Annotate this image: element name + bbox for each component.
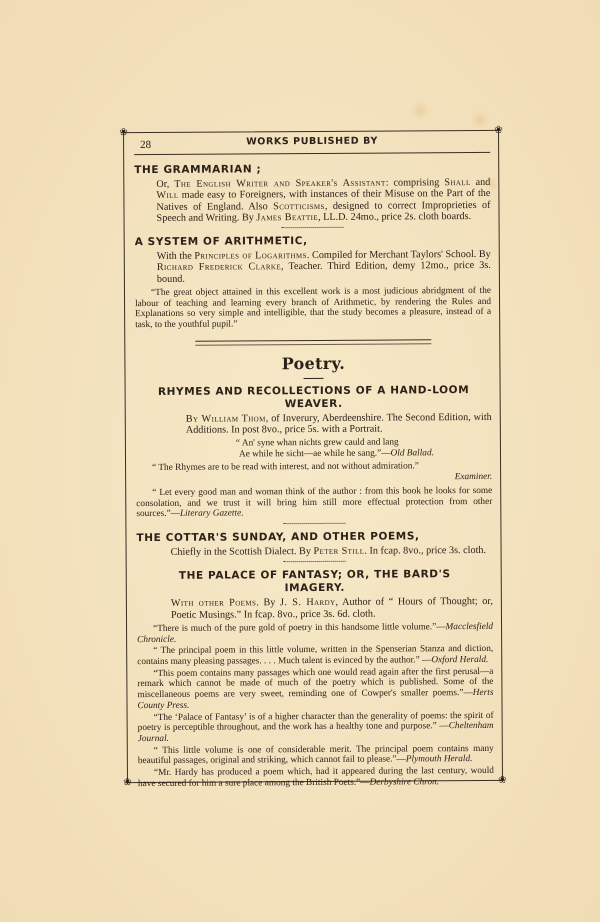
divider	[282, 227, 344, 230]
review-quote: “ Let every good man and woman think of the author : from this book he looks for some consolation, and we trust it will bring him still more effectual protection from other sources.”—Literary Gazette.	[136, 485, 493, 520]
entry-arithmetic	[135, 234, 492, 331]
entry-title: THE GRAMMARIAN ;	[134, 163, 262, 177]
section-short-rule	[304, 378, 324, 379]
divider	[283, 523, 345, 526]
review-quote: “Mr. Hardy has produced a poem which, had it appeared during the last century, would have secured for him a sure place among the British Poets.”—Derbyshire Chron.	[137, 765, 494, 789]
entry-title: RHYMES AND RECOLLECTIONS OF A HAND-LOOM WEAVER.	[157, 383, 470, 411]
review-quote: “ The Rhymes are to be read with interest, and not without admiration.”	[152, 461, 419, 474]
review-quote: “There is much of the pure gold of poetry in this handsome little volume.”—Macclesfield Chronicle.	[137, 621, 494, 645]
entry-description: Chiefly in the Scottish Dialect. By Peter Still. In fcap. 8vo., price 3s. cloth.	[170, 544, 487, 558]
page-frame	[119, 124, 507, 789]
review-quote: “The ‘Palace of Fantasy’ is of a higher character than the generality of poems: the spirit of poetry is perceptible throughout, and the work has a healthy tone and purpose.” —Cheltenham Journal.	[137, 710, 494, 744]
running-head	[134, 132, 490, 155]
section-rule	[195, 339, 431, 345]
review-quote: “ The principal poem in this little volume, written in the Spenserian Stanza and diction, contains many pleasing passages. . . . Much talent is evinced by the author.” —Oxford Herald.	[137, 644, 494, 668]
entry-description: With other Poems. By J. S. Hardy, Author of “ Hours of Thought; or, Poetic Musings.” In fcap. 8vo., price 3s. 6d. cloth.	[170, 596, 493, 621]
corner-ornament-icon: ❀	[119, 127, 128, 139]
entry-grammarian	[134, 162, 490, 224]
entry-description: With the Principles of Logarithms. Compiled for Merchant Taylors' School. By Richard Frederick Clarke, Teacher. Third Edition, demy 12mo., price 3s. bound.	[156, 249, 491, 285]
entry-title: THE COTTAR'S SUNDAY, AND OTHER POEMS,	[136, 530, 420, 545]
corner-ornament-icon: ❀	[494, 124, 503, 136]
section-heading: Poetry.	[281, 353, 346, 374]
entry-title: THE PALACE OF FANTASY; OR, THE BARD'S IMAGERY.	[178, 568, 451, 595]
page-number: 28	[140, 138, 152, 152]
entry-description: Or, The English Writer and Speaker's Assistant: comprising Shall and Will made easy to Foreigners, with instances of their Misuse on the Part of the Natives of England. Also Scotticisms, designed to correct Improprieties of Speech and Writing. By James Beattie, LL.D. 24mo., price 2s. cloth boards.	[156, 176, 491, 224]
review-source: Examiner.	[454, 472, 493, 483]
entry-description: By William Thom, of Inverury, Aberdeenshire. The Second Edition, with Additions. In post 8vo., price 5s. with a Portrait.	[185, 411, 492, 436]
entry-cottars-sunday	[136, 530, 492, 558]
entry-title: A SYSTEM OF ARITHMETIC,	[134, 235, 308, 249]
page-content	[134, 131, 494, 790]
review-quote: “This poem contains many passages which one would read again after the first perusal—a remark which cannot be made of much of the poetry which is published. Some of the miscellaneous poems are very sweet, reminding one of Cowper's smaller poems.”—Herts County Press.	[137, 666, 494, 711]
divider	[284, 561, 346, 564]
verse-quote: “ An' syne whan nichts grew cauld and lang Ae while he sicht—ae while he sang.”—Old Ballad.	[235, 437, 434, 460]
review-quote: “ This little volume is one of considerable merit. The principal poem contains many beautiful passages, original and striking, which cannot fail to please.”—Plymouth Herald.	[137, 743, 494, 767]
running-head-title: WORKS PUBLISHED BY	[246, 135, 378, 148]
corner-ornament-icon: ❀	[123, 777, 132, 789]
entry-rhymes	[136, 384, 493, 520]
review-quote: “The great object attained in this excellent work is a most judicious abridgment of the labour of teaching and learning every branch of Arithmetic, by rendering the Rules and Explanations so very simple and intelligible, that the study becomes a pleasure, instead of a task, to the youthful pupil.”	[135, 285, 492, 331]
corner-ornament-icon: ❀	[498, 774, 507, 786]
entry-palace-of-fantasy	[137, 568, 494, 789]
